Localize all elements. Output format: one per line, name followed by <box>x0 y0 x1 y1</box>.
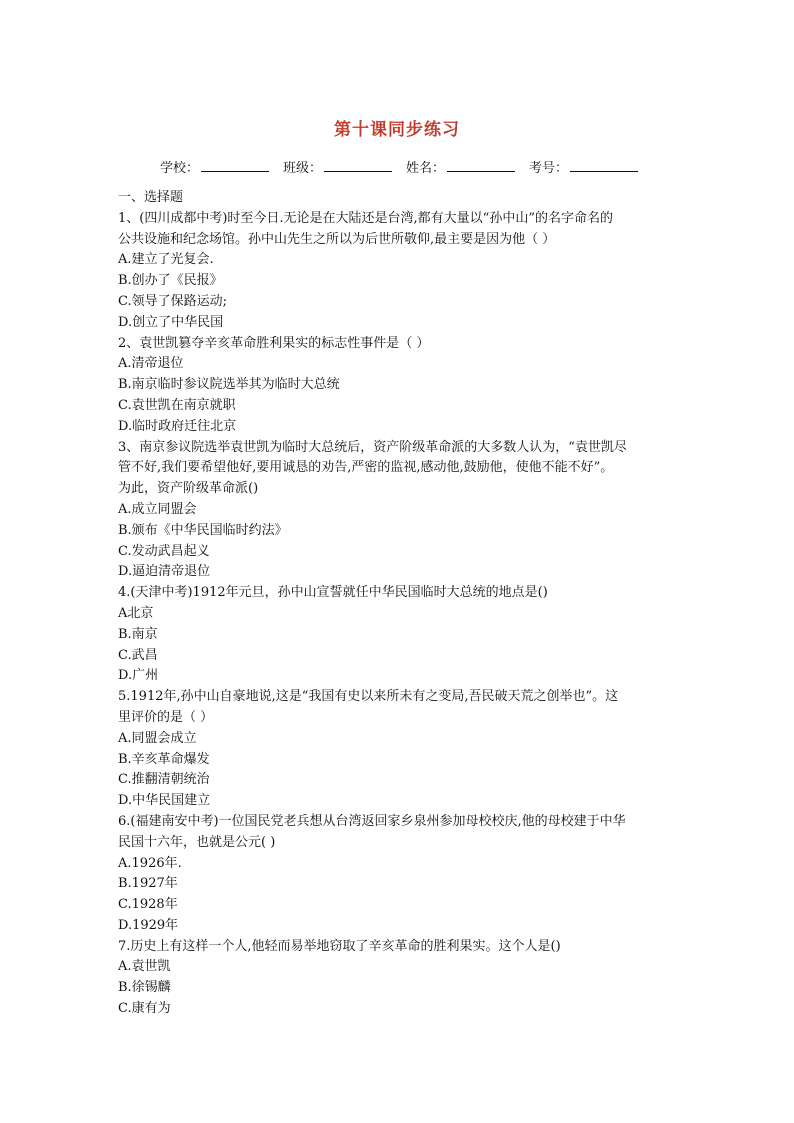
exam-no-blank[interactable] <box>570 159 638 172</box>
option-line: C.发动武昌起义 <box>118 543 210 559</box>
option-line: B.南京 <box>118 626 158 642</box>
school-blank[interactable] <box>201 159 269 172</box>
option-line: A.成立同盟会 <box>118 501 197 517</box>
option-line: B.南京临时参议院选举其为临时大总统 <box>118 377 340 393</box>
option-line: A.建立了光复会. <box>118 252 214 268</box>
school-label: 学校： <box>160 161 200 176</box>
option-line: B.1927年 <box>118 876 178 892</box>
text-line: 为此，资产阶级革命派() <box>118 481 259 497</box>
class-blank[interactable] <box>324 159 392 172</box>
option-line: B.创办了《民报》 <box>118 273 223 289</box>
option-line: D.广州 <box>118 668 159 684</box>
school-field <box>160 157 269 176</box>
text-line: 6.(福建南安中考)一位国民党老兵想从台湾返回家乡泉州参加母校校庆,他的母校建于中华 <box>118 813 626 829</box>
option-line: B.辛亥革命爆发 <box>118 751 210 767</box>
option-line: C.1928年 <box>118 897 178 913</box>
text-line: 公共设施和纪念场馆。孙中山先生之所以为后世所敬仰,最主要是因为他（ ） <box>118 231 556 247</box>
option-line: A.同盟会成立 <box>118 730 197 746</box>
option-line: B.徐锡麟 <box>118 980 171 996</box>
text-line: 里评价的是（ ） <box>118 709 214 725</box>
exam-no-field <box>529 157 638 176</box>
option-line: A北京 <box>118 605 154 621</box>
page-title: 第十课同步练习 <box>334 120 460 140</box>
option-line: C.武昌 <box>118 647 158 663</box>
text-line: 民国十六年，也就是公元( ) <box>118 834 276 850</box>
text-line: 3、南京参议院选举袁世凯为临时大总统后，资产阶级革命派的大多数人认为，“袁世凯尽 <box>118 439 627 455</box>
option-line: D.创立了中华民国 <box>118 314 224 330</box>
text-line: 1、(四川成都中考)时至今日.无论是在大陆还是台湾,都有大量以“孙中山”的名字命名的 <box>118 210 613 226</box>
name-blank[interactable] <box>447 159 515 172</box>
text-line: 5.1912年,孙中山自豪地说,这是“我国有史以来所未有之变局,吾民破天荒之创举也”。这 <box>118 689 619 705</box>
class-field <box>283 157 392 176</box>
option-line: A.1926年. <box>118 855 182 871</box>
option-line: A.清帝退位 <box>118 356 184 372</box>
section-heading: 一、选择题 <box>118 190 184 205</box>
option-line: D.1929年 <box>118 917 179 933</box>
student-info-row <box>160 157 638 176</box>
option-line: A.袁世凯 <box>118 959 171 975</box>
option-line: C.康有为 <box>118 1001 171 1017</box>
text-line: 4.(天津中考)1912年元旦，孙中山宣誓就任中华民国临时大总统的地点是() <box>118 585 548 601</box>
name-label: 姓名： <box>406 161 446 176</box>
name-field <box>406 157 515 176</box>
class-label: 班级： <box>283 161 323 176</box>
option-line: C.领导了保路运动; <box>118 293 227 309</box>
option-line: D.逼迫清帝退位 <box>118 564 211 580</box>
question-content <box>118 188 683 1020</box>
option-line: C.推翻清朝统治 <box>118 772 210 788</box>
text-line: 7.历史上有这样一个人,他轻而易举地窃取了辛亥革命的胜利果实。这个人是() <box>118 938 561 954</box>
text-line: 管不好,我们要希望他好,要用诚恳的劝告,严密的监视,感动他,鼓励他，使他不能不好”。 <box>118 460 614 476</box>
option-line: D.临时政府迁往北京 <box>118 418 237 434</box>
option-line: C.袁世凯在南京就职 <box>118 397 236 413</box>
text-line: 2、袁世凯篡夺辛亥革命胜利果实的标志性事件是（ ） <box>118 335 430 351</box>
option-line: D.中华民国建立 <box>118 793 211 809</box>
option-line: B.颁布《中华民国临时约法》 <box>118 522 288 538</box>
exam-no-label: 考号： <box>529 161 569 176</box>
